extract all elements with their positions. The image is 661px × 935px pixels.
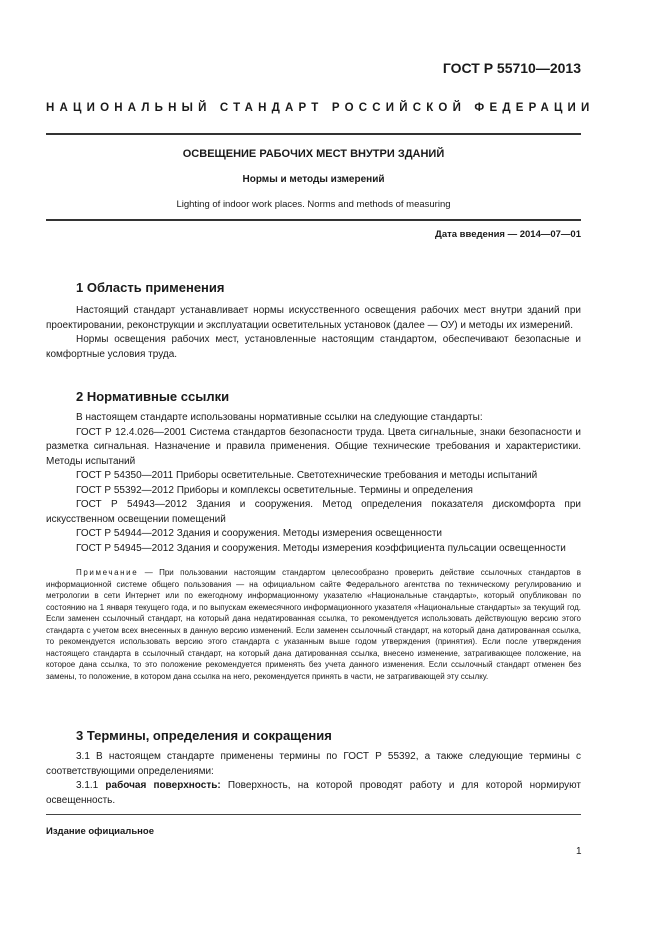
document-title: ОСВЕЩЕНИЕ РАБОЧИХ МЕСТ ВНУТРИ ЗДАНИЙ — [182, 148, 445, 160]
section-1-paragraph: Настоящий стандарт устанавливает нормы искусственного освещения рабочих мест внутри зданий при проектировании, реконструкции и эксплуатации осветительных установок (далее — ОУ) и методы их измерений. — [46, 305, 581, 331]
section-3-paragraph: 3.1 В настоящем стандарте применены термины по ГОСТ Р 55392, а также следующие термины с соответствующими определениями: — [46, 751, 581, 777]
section-2-body — [46, 411, 581, 556]
official-edition-label: Издание официальное — [46, 826, 154, 837]
section-1-body — [46, 304, 581, 362]
effective-date: Дата введения — 2014—07—01 — [435, 229, 581, 240]
note-label: Примечание — [76, 568, 139, 577]
reference-item: ГОСТ Р 54945—2012 Здания и сооружения. Методы измерения коэффициента пульсации освещенности — [76, 542, 566, 554]
footer-rule — [46, 814, 581, 815]
reference-item: ГОСТ Р 54944—2012 Здания и сооружения. Методы измерения освещенности — [76, 528, 443, 539]
top-rule — [46, 133, 581, 135]
english-title: Lighting of indoor work places. Norms and methods of measuring — [176, 199, 451, 210]
section-2-intro: В настоящем стандарте использованы нормативные ссылки на следующие стандарты: — [76, 412, 483, 423]
reference-item: ГОСТ Р 54943—2012 Здания и сооружения. Метод определения показателя дискомфорта при искусственном освещении помещений — [46, 499, 581, 525]
reference-item: ГОСТ Р 54350—2011 Приборы осветительные. Светотехнические требования и методы испытаний — [76, 470, 538, 481]
note-text: — При пользовании настоящим стандартом целесообразно проверить действие ссылочных стандартов в информационной системе общего пользования — на официальном сайте Федерального агентства по техническому регулированию и метрологии в сети Интернет или по ежегодному информационному указателю «Национальные стандарты», который опубликован по состоянию на 1 января текущего года, и по выпускам ежемесячного информационного указателя «Национальные стандарты» за текущий год. Если заменен ссылочный стандарт, на который дана недатированная ссылка, то рекомендуется использовать действующую версию этого стандарта с учетом всех внесенных в данную версию изменений. Если заменен ссылочный стандарт, на который дана датированная ссылка, то рекомендуется использовать версию этого стандарта с указанным выше годом утверждения (принятия). Если после утверждения настоящего стандарта в ссылочный стандарт, на который дана датированная ссылка, внесено изменение, затрагивающее положение, на которое дана ссылка, то это положение рекомендуется применять без учета данного изменения. Если ссылочный стандарт отменен без замены, то положение, в котором дана ссылка на него, рекомендуется принять в части, не затрагивающей эту ссылку. — [46, 568, 581, 681]
term-definition-text: Поверхность, на которой проводят работу и для которой нормируют освещенность. — [46, 780, 582, 806]
term-number: 3.1.1 — [76, 780, 106, 791]
section-3-body — [46, 750, 581, 808]
document-code: ГОСТ Р 55710—2013 — [442, 60, 581, 76]
reference-item: ГОСТ Р 12.4.026—2001 Система стандартов безопасности труда. Цвета сигнальные, знаки безопасности и разметка сигнальная. Назначение и правила применения. Общие технические требования и характеристики. Методы испытаний — [46, 426, 581, 467]
title-rule — [46, 219, 581, 221]
section-1-heading: 1 Область применения — [76, 280, 225, 295]
section-3-heading: 3 Термины, определения и сокращения — [76, 728, 332, 743]
reference-item: ГОСТ Р 55392—2012 Приборы и комплексы осветительные. Термины и определения — [76, 484, 473, 496]
national-standard-banner: НАЦИОНАЛЬНЫЙ СТАНДАРТ РОССИЙСКОЙ ФЕДЕРАЦИИ — [46, 102, 595, 114]
term-definition — [46, 779, 581, 808]
references-note — [46, 567, 581, 682]
page-number: 1 — [576, 846, 582, 857]
section-1-paragraph: Нормы освещения рабочих мест, установленные настоящим стандартом, обеспечивают безопасные и комфортные условия труда. — [46, 334, 581, 360]
document-subtitle: Нормы и методы измерений — [242, 174, 385, 185]
term-name: рабочая поверхность: — [105, 780, 221, 791]
section-2-heading: 2 Нормативные ссылки — [76, 389, 230, 404]
